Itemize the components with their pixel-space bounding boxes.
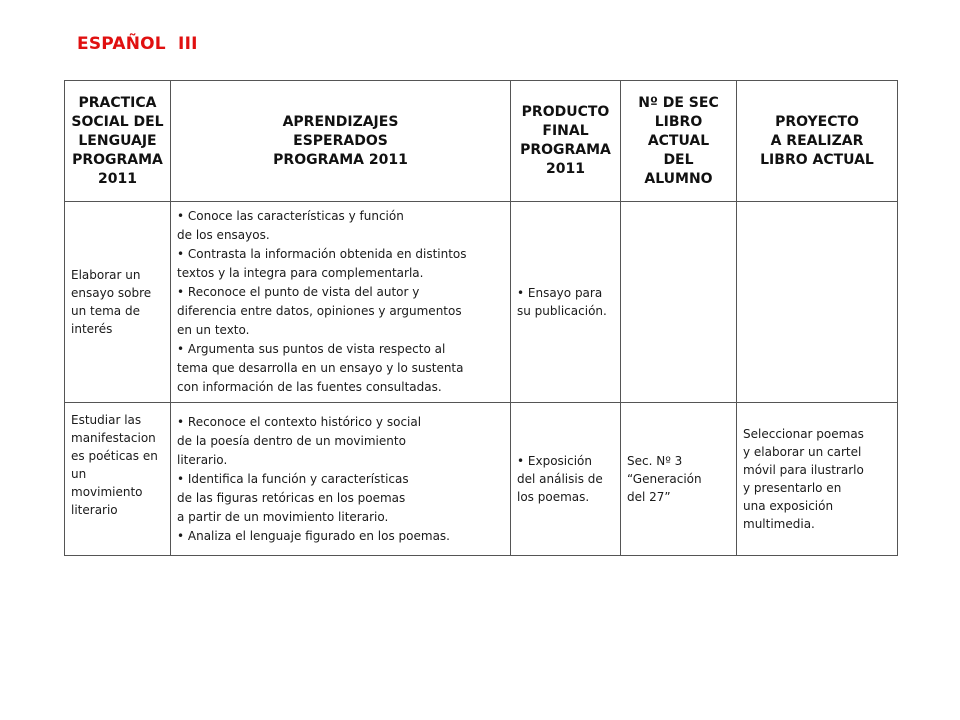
table-row	[65, 202, 898, 403]
header-proyecto: PROYECTO A REALIZAR LIBRO ACTUAL	[737, 81, 898, 202]
cell-proyecto: Seleccionar poemas y elaborar un cartel móvil para ilustrarlo y presentarlo en una exposición multimedia.	[737, 403, 898, 556]
cell-practica: Estudiar las manifestacion es poéticas en un movimiento literario	[65, 403, 171, 556]
cell-aprendizajes: • Conoce las características y función de los ensayos. • Contrasta la información obtenida en distintos textos y la integra para complementarla. • Reconoce el punto de vista del autor y diferencia entre datos, opiniones y argumentos en un texto. • Argumenta sus puntos de vista respecto al tema que desarrolla en un ensayo y lo sustenta con información de las fuentes consultadas.	[171, 202, 511, 403]
table-row	[65, 403, 898, 556]
cell-proyecto	[737, 202, 898, 403]
header-aprendizajes: APRENDIZAJES ESPERADOS PROGRAMA 2011	[171, 81, 511, 202]
table-header-row	[65, 81, 898, 202]
cell-producto: • Exposición del análisis de los poemas.	[511, 403, 621, 556]
cell-seccion: Sec. Nº 3 “Generación del 27”	[621, 403, 737, 556]
cell-practica: Elaborar un ensayo sobre un tema de interés	[65, 202, 171, 403]
page-title: ESPAÑOL III	[77, 34, 198, 54]
header-practica: PRACTICA SOCIAL DEL LENGUAJE PROGRAMA 2011	[65, 81, 171, 202]
header-producto: PRODUCTO FINAL PROGRAMA 2011	[511, 81, 621, 202]
cell-seccion	[621, 202, 737, 403]
cell-producto: • Ensayo para su publicación.	[511, 202, 621, 403]
cell-aprendizajes: • Reconoce el contexto histórico y social de la poesía dentro de un movimiento literario. • Identifica la función y características de las figuras retóricas en los poemas a partir de un movimiento literario. • Analiza el lenguaje figurado en los poemas.	[171, 403, 511, 556]
header-seccion: Nº DE SEC LIBRO ACTUAL DEL ALUMNO	[621, 81, 737, 202]
curriculum-table	[64, 80, 898, 556]
